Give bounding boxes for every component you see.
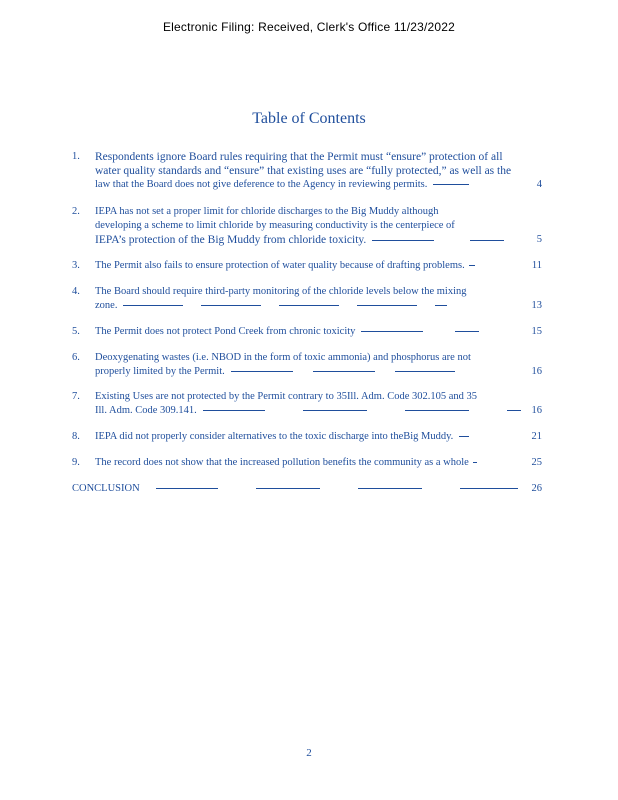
toc-entry-line: The Permit does not protect Pond Creek from chronic toxicity: [95, 325, 515, 339]
toc-entry-number: 2.: [72, 206, 80, 217]
toc-page-number: 16: [531, 366, 542, 377]
toc-entry-number: 1.: [72, 151, 80, 162]
toc-entry-line: Ill. Adm. Code 309.141.: [95, 404, 533, 418]
toc-entry-number: 8.: [72, 431, 80, 442]
toc-entry-line: IEPA has not set a proper limit for chloride discharges to the Big Muddy although: [95, 206, 439, 217]
toc-entry-number: 7.: [72, 391, 80, 402]
toc-page-number: 25: [531, 457, 542, 468]
toc-entry-number: 4.: [72, 286, 80, 297]
toc-entry-number: 9.: [72, 457, 80, 468]
toc-entry-number: 5.: [72, 326, 80, 337]
toc-page-number: 16: [531, 405, 542, 416]
toc-entry-number: 3.: [72, 260, 80, 271]
toc-page-number: 21: [531, 431, 542, 442]
page-number: 2: [306, 747, 312, 759]
toc-page-number: 26: [531, 483, 542, 494]
toc-entry-line: IEPA’s protection of the Big Muddy from chloride toxicity.: [95, 233, 515, 247]
toc-page-number: 11: [531, 260, 542, 271]
toc-entry-line: zone.: [95, 299, 515, 313]
toc-page-number: 15: [531, 326, 542, 337]
toc-entry-number: 6.: [72, 352, 80, 363]
conclusion-label: CONCLUSION: [72, 482, 524, 496]
toc-entry-line: Respondents ignore Board rules requiring that the Permit must “ensure” protection of all: [95, 151, 503, 163]
toc-entry-line: Deoxygenating wastes (i.e. NBOD in the form of toxic ammonia) and phosphorus are not: [95, 352, 471, 363]
toc-entry-line: Existing Uses are not protected by the Permit contrary to 35Ill. Adm. Code 302.105 and 35: [95, 391, 478, 402]
toc-entry-line: developing a scheme to limit chloride by measuring conductivity is the centerpiece of: [95, 220, 455, 231]
toc-entry-line: properly limited by the Permit.: [95, 365, 515, 379]
toc-page-number: 13: [531, 300, 542, 311]
page-title: Table of Contents: [252, 110, 366, 127]
toc-entry-line: water quality standards and “ensure” that existing uses are “fully protected,” as well as the: [95, 165, 512, 177]
toc-page-number: 5: [536, 234, 542, 245]
toc-page-number: 4: [536, 179, 542, 190]
toc-entry-line: IEPA did not properly consider alternatives to the toxic discharge into theBig Muddy.: [95, 430, 515, 444]
toc-entry-line: The record does not show that the increased pollution benefits the community as a whole: [95, 456, 527, 470]
toc-entry-line: law that the Board does not give deference to the Agency in reviewing permits.: [95, 178, 532, 192]
filing-header: Electronic Filing: Received, Clerk's Office 11/23/2022: [162, 20, 456, 34]
toc-entry-line: The Permit also fails to ensure protection of water quality because of drafting problems.: [95, 259, 527, 273]
toc-entry-line: The Board should require third-party monitoring of the chloride levels below the mixing: [95, 286, 467, 297]
